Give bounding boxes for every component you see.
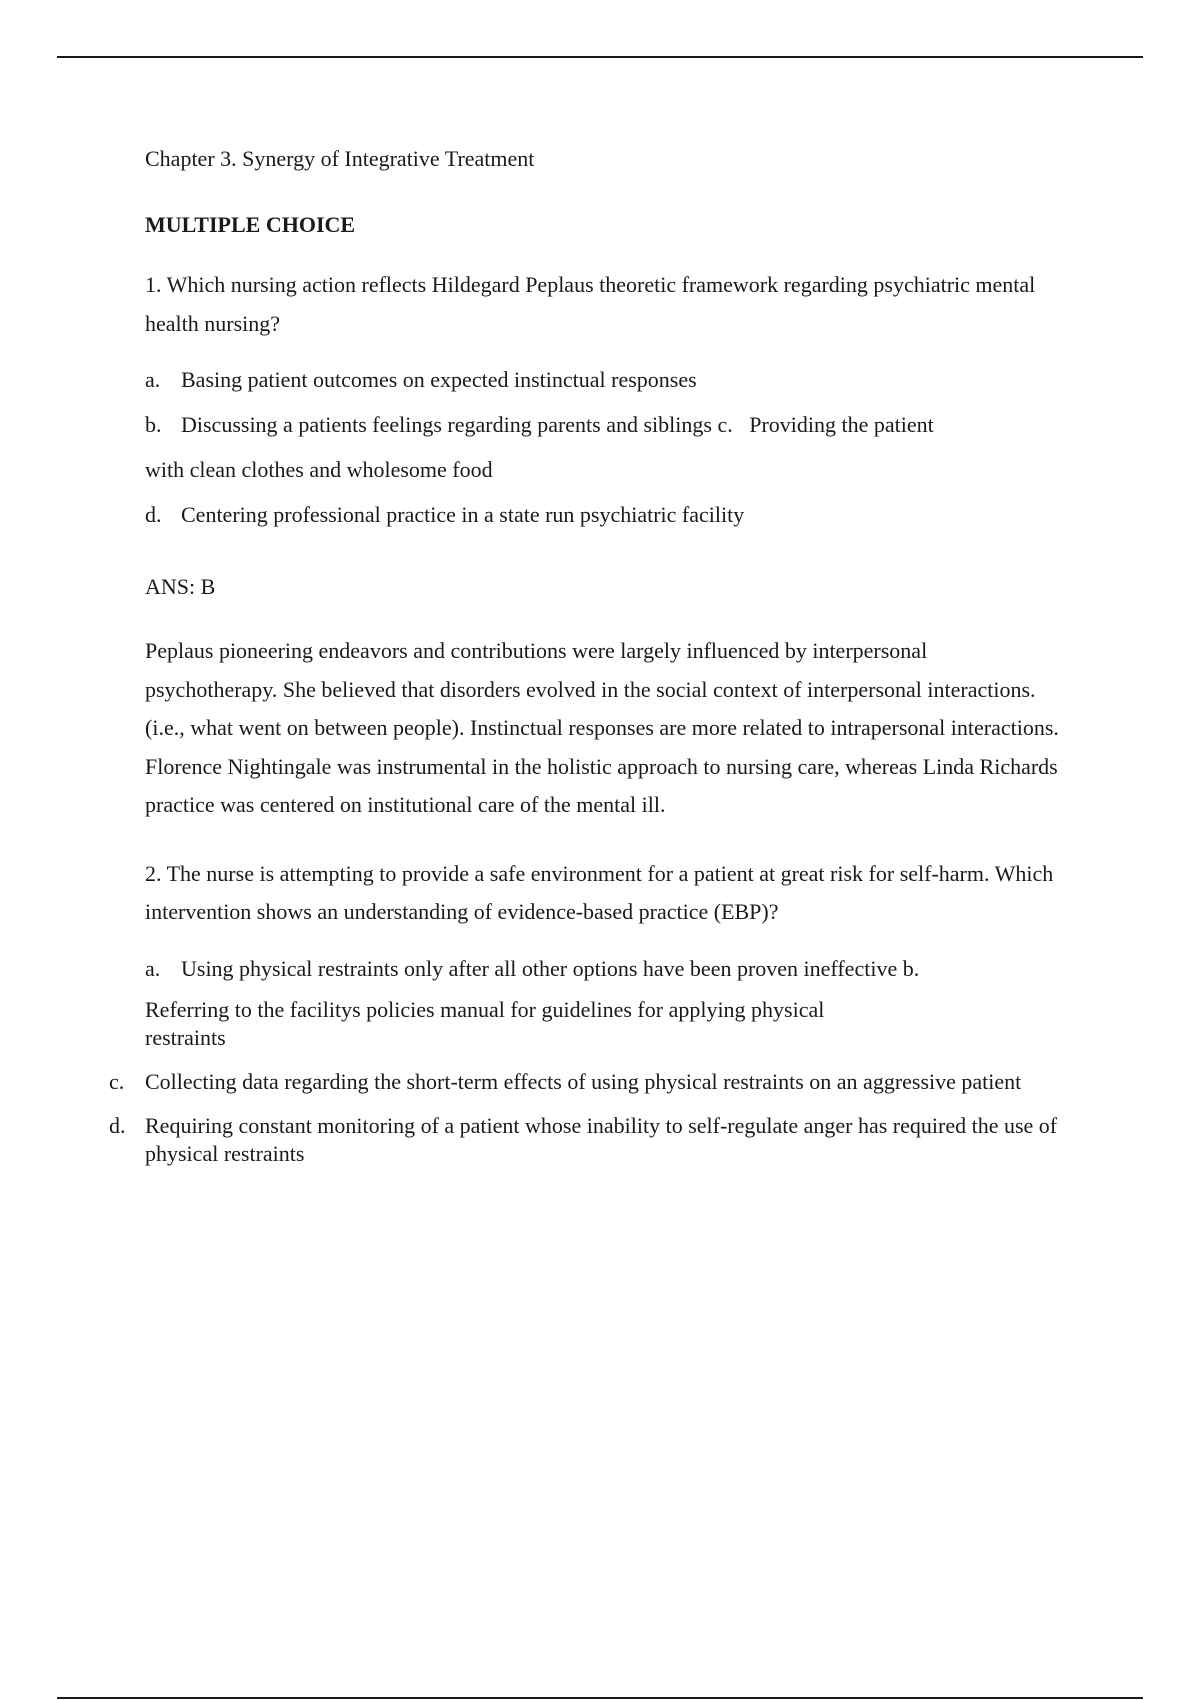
section-heading: MULTIPLE CHOICE — [145, 212, 356, 237]
option-text: Using physical restraints only after all other options have been proven ineffective b. — [181, 955, 920, 981]
option-letter: d. — [109, 1112, 126, 1138]
top-rule — [57, 56, 1143, 58]
question-2-stem: 2. The nurse is attempting to provide a safe environment for a patient at great risk for self-harm. Which intervention shows an understanding of evidence-based practice (EBP)? — [145, 860, 1054, 924]
option-text: Basing patient outcomes on expected instinctual responses — [181, 367, 697, 392]
question-1-option-d — [145, 500, 1065, 530]
question-1-option-a — [145, 365, 1065, 395]
question-1-answer: ANS: B — [145, 574, 216, 599]
document-body — [109, 140, 1065, 1168]
question-2-option-b: Referring to the facilitys policies manual for guidelines for applying physical restraints — [145, 996, 825, 1050]
option-text: Discussing a patients feelings regarding parents and siblings c. Providing the patient — [181, 412, 934, 437]
question-1-stem: 1. Which nursing action reflects Hildegard Peplaus theoretic framework regarding psychiatric mental health nursing? — [145, 272, 1036, 336]
option-letter: c. — [109, 1068, 125, 1094]
option-letter: a. — [145, 955, 161, 981]
question-2-option-c — [109, 1068, 1065, 1096]
option-text: Requiring constant monitoring of a patient whose inability to self-regulate anger has required the use of physical restraints — [145, 1112, 1058, 1166]
option-letter: b. — [145, 412, 162, 437]
question-2-option-a — [145, 954, 1065, 984]
question-1-rationale: Peplaus pioneering endeavors and contributions were largely influenced by interpersonal psychotherapy. She believed that disorders evolved in the social context of interpersonal interactions. (i.e., what went on between people). Instinctual responses are more related to intrapersonal interactions. Florence Nightingale was instrumental in the holistic approach to nursing care, whereas Linda Richards practice was centered on institutional care of the mental ill. — [145, 638, 1059, 817]
option-text: Centering professional practice in a state run psychiatric facility — [181, 502, 745, 527]
option-letter: d. — [145, 502, 162, 527]
question-1-option-c-continuation: with clean clothes and wholesome food — [145, 457, 493, 482]
option-text: Collecting data regarding the short-term effects of using physical restraints on an aggressive patient — [145, 1068, 1022, 1094]
bottom-rule — [57, 1697, 1143, 1699]
chapter-title: Chapter 3. Synergy of Integrative Treatment — [145, 146, 535, 171]
question-1-option-b — [145, 410, 1065, 440]
question-2-option-d — [109, 1112, 1065, 1168]
option-letter: a. — [145, 367, 161, 392]
